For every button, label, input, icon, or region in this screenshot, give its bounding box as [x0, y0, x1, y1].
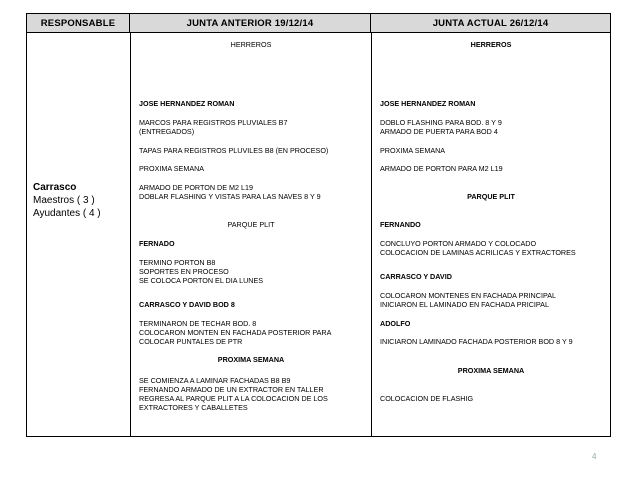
actual-line: ARMADO DE PORTON PARA M2 L19: [380, 164, 503, 173]
anterior-section-title: PARQUE PLIT: [227, 220, 275, 229]
header-responsable: RESPONSABLE: [27, 14, 130, 33]
actual-person: CARRASCO Y DAVID: [380, 272, 452, 281]
actual-line: COLOCACION DE FLASHIG: [380, 394, 474, 403]
anterior-line: (ENTREGADOS): [139, 127, 195, 136]
anterior-person: JOSE HERNANDEZ ROMAN: [139, 99, 235, 108]
actual-line: DOBLO FLASHING PARA BOD. 8 Y 9: [380, 118, 502, 127]
actual-line: COLOCARON MONTENES EN FACHADA PRINCIPAL: [380, 291, 556, 300]
page-number: 4: [592, 452, 597, 461]
anterior-line: TERMINO PORTON B8: [139, 258, 216, 267]
anterior-line: DOBLAR FLASHING Y VISTAS PARA LAS NAVES 8 Y 9: [139, 192, 321, 201]
actual-section-title: PARQUE PLIT: [467, 192, 515, 201]
actual-person: FERNANDO: [380, 220, 421, 229]
anterior-line: TERMINARON DE TECHAR BOD. 8: [139, 319, 257, 328]
actual-line: PROXIMA SEMANA: [380, 146, 446, 155]
responsable-ayudantes: Ayudantes ( 4 ): [33, 208, 101, 219]
anterior-line: COLOCAR PUNTALES DE PTR: [139, 337, 243, 346]
anterior-line: MARCOS PARA REGISTROS PLUVIALES B7: [139, 118, 288, 127]
anterior-line: COLOCARON MONTEN EN FACHADA POSTERIOR PARA: [139, 328, 332, 337]
actual-line: ARMADO DE PUERTA PARA BOD 4: [380, 127, 498, 136]
anterior-line: FERNANDO ARMADO DE UN EXTRACTOR EN TALLER: [139, 385, 324, 394]
anterior-line: ARMADO DE PORTON DE M2 L19: [139, 183, 253, 192]
actual-line: COLOCACION DE LAMINAS ACRILICAS Y EXTRACTORES: [380, 248, 576, 257]
actual-line: INICIARON EL LAMINADO EN FACHADA PRICIPAL: [380, 300, 549, 309]
anterior-section-title: HERREROS: [230, 40, 272, 49]
actual-section-title: HERREROS: [470, 40, 512, 49]
report-table: [26, 13, 611, 437]
anterior-line: TAPAS PARA REGISTROS PLUVILES B8 (EN PROCESO): [139, 146, 329, 155]
actual-line: CONCLUYO PORTON ARMADO Y COLOCADO: [380, 239, 537, 248]
anterior-line: SOPORTES EN PROCESO: [139, 267, 229, 276]
responsable-name: Carrasco: [33, 182, 77, 193]
actual-person: JOSE HERNANDEZ ROMAN: [380, 99, 476, 108]
anterior-person: CARRASCO Y DAVID BOD 8: [139, 300, 235, 309]
column-divider: [371, 33, 372, 436]
actual-section-title: PROXIMA SEMANA: [457, 366, 525, 375]
anterior-section-title: PROXIMA SEMANA: [217, 355, 285, 364]
actual-person: ADOLFO: [380, 319, 411, 328]
header-junta-actual: JUNTA ACTUAL 26/12/14: [371, 14, 610, 33]
column-divider: [130, 33, 131, 436]
anterior-line: EXTRACTORES Y CABALLETES: [139, 403, 248, 412]
anterior-line: REGRESA AL PARQUE PLIT A LA COLOCACION DE LOS: [139, 394, 328, 403]
responsable-maestros: Maestros ( 3 ): [33, 195, 95, 206]
anterior-line: SE COLOCA PORTON EL DIA LUNES: [139, 276, 264, 285]
actual-line: INICIARON LAMINADO FACHADA POSTERIOR BOD 8 Y 9: [380, 337, 573, 346]
anterior-person: FERNADO: [139, 239, 175, 248]
anterior-line: PROXIMA SEMANA: [139, 164, 205, 173]
responsable-cell: [33, 181, 101, 220]
header-junta-anterior: JUNTA ANTERIOR 19/12/14: [130, 14, 371, 33]
anterior-line: SE COMIENZA A LAMINAR FACHADAS B8 B9: [139, 376, 291, 385]
